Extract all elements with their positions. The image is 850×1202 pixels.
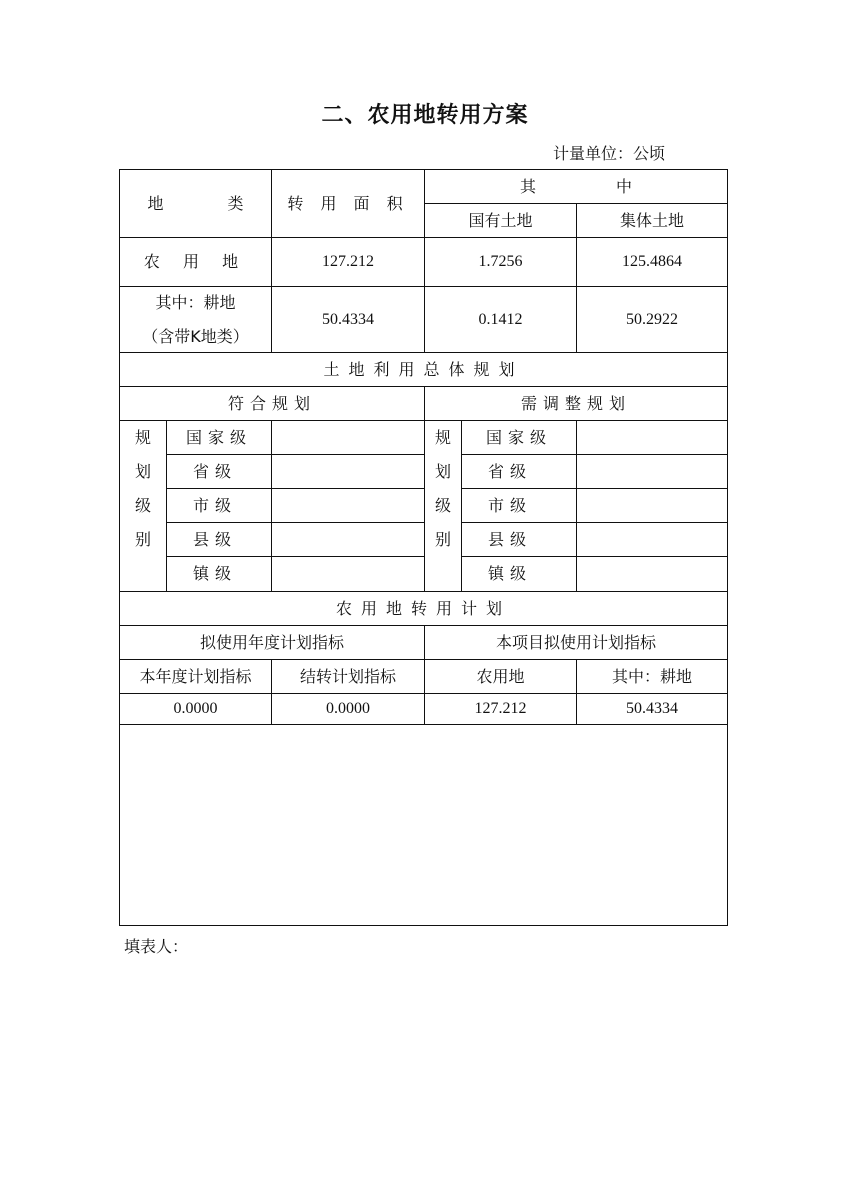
planning-level-label-left bbox=[120, 421, 166, 557]
planning-needs-adjustment: 需调整规划 bbox=[520, 393, 631, 413]
plan-value-carryover: 0.0000 bbox=[326, 700, 370, 718]
plan-annual-indicator: 拟使用年度计划指标 bbox=[199, 632, 344, 652]
plan-value-cultivated: 50.4334 bbox=[626, 700, 678, 718]
level-city-right: 市级 bbox=[487, 495, 532, 515]
plan-col-farmland: 农用地 bbox=[476, 666, 525, 686]
level-char: 级 bbox=[134, 496, 151, 515]
level-town-right: 镇级 bbox=[487, 564, 532, 584]
level-city-left: 市级 bbox=[192, 495, 237, 515]
level-county-left: 县级 bbox=[192, 529, 237, 549]
row-farmland-label: 农 用 地 bbox=[143, 252, 248, 272]
level-county-right: 县级 bbox=[487, 529, 532, 549]
row-cultivated-collective: 50.2922 bbox=[626, 310, 678, 328]
row-farmland-collective: 125.4864 bbox=[622, 253, 682, 271]
filler-label: 填表人： bbox=[124, 937, 189, 956]
plan-project-indicator: 本项目拟使用计划指标 bbox=[495, 632, 656, 652]
header-collective-land: 集体土地 bbox=[619, 210, 684, 230]
level-char: 别 bbox=[434, 530, 451, 549]
level-national-right: 国家级 bbox=[485, 427, 552, 447]
unit-label: 计量单位：公顷 bbox=[553, 144, 666, 163]
row-cultivated-label-line2: （含带K地类） bbox=[142, 326, 249, 346]
level-char: 规 bbox=[434, 428, 451, 447]
level-char: 别 bbox=[134, 530, 151, 549]
plan-value-current-year: 0.0000 bbox=[173, 700, 218, 718]
planning-conforming: 符合规划 bbox=[227, 393, 316, 413]
level-province-left: 省级 bbox=[192, 461, 237, 481]
planning-section-title: 土地利用总体规划 bbox=[323, 359, 524, 379]
header-converted-area: 转 用 面 积 bbox=[287, 193, 409, 213]
level-char: 划 bbox=[134, 462, 151, 481]
plan-section-title: 农用地转用计划 bbox=[335, 598, 511, 618]
row-cultivated-label-line1: 其中：耕地 bbox=[155, 292, 236, 312]
header-land-type: 地 类 bbox=[147, 193, 244, 213]
level-town-left: 镇级 bbox=[192, 564, 237, 584]
header-state-land: 国有土地 bbox=[468, 210, 533, 230]
row-cultivated-state: 0.1412 bbox=[478, 310, 523, 328]
level-national-left: 国家级 bbox=[185, 427, 252, 447]
row-cultivated-area: 50.4334 bbox=[322, 310, 374, 328]
row-farmland-area: 127.212 bbox=[322, 253, 374, 271]
row-cultivated-label bbox=[120, 287, 271, 352]
page-title: 二、农用地转用方案 bbox=[321, 102, 529, 128]
plan-col-carryover: 结转计划指标 bbox=[299, 666, 396, 686]
plan-col-current-year: 本年度计划指标 bbox=[139, 666, 252, 686]
level-char: 规 bbox=[134, 428, 151, 447]
header-of-which: 其 中 bbox=[519, 176, 632, 196]
planning-level-label-right bbox=[425, 421, 461, 557]
level-char: 级 bbox=[434, 496, 451, 515]
row-farmland-state: 1.7256 bbox=[478, 253, 523, 271]
plan-col-cultivated: 其中：耕地 bbox=[611, 666, 692, 686]
plan-value-farmland: 127.212 bbox=[474, 700, 527, 718]
level-char: 划 bbox=[434, 462, 451, 481]
level-province-right: 省级 bbox=[487, 461, 532, 481]
